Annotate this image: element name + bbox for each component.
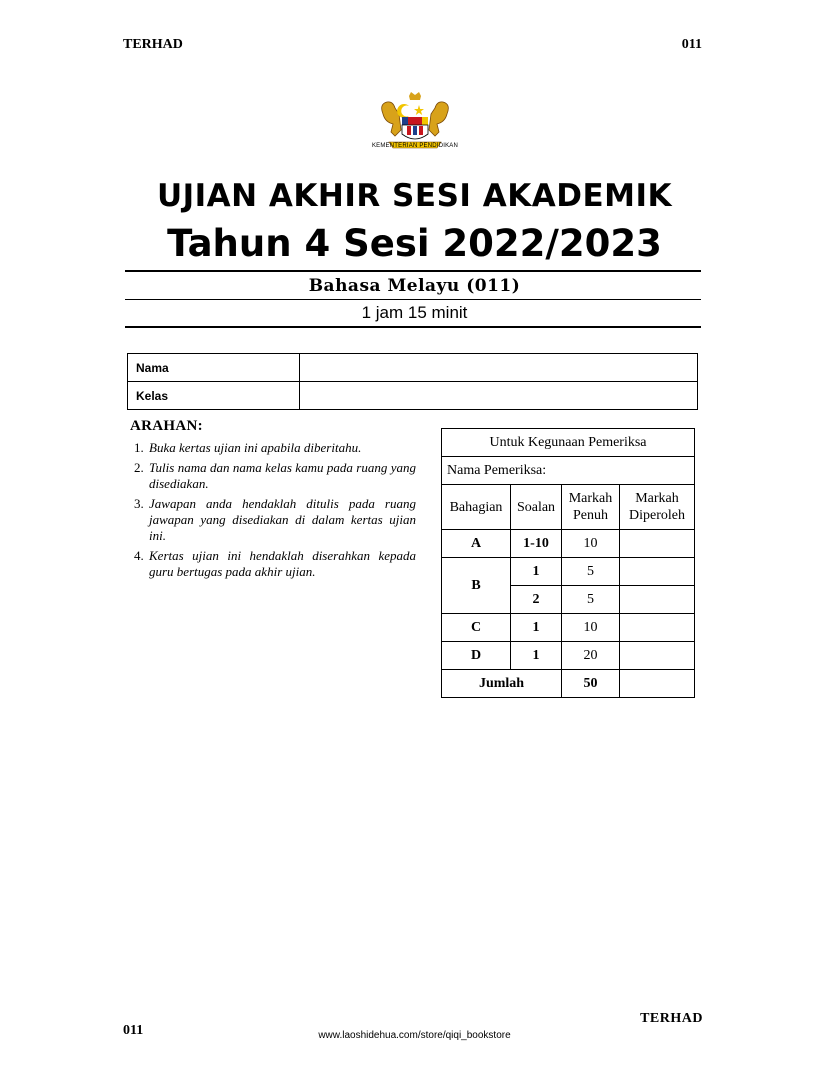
instruction-text: Kertas ujian ini hendaklah diserahkan kepada guru bertugas pada akhir ujian. bbox=[149, 548, 416, 579]
instruction-item bbox=[130, 440, 416, 456]
crest-label: KEMENTERIAN PENDIDIKAN bbox=[371, 143, 459, 149]
divider-top bbox=[125, 270, 701, 272]
full-marks-cell: 5 bbox=[562, 586, 620, 614]
footer-url: www.laoshidehua.com/store/qiqi_bookstore bbox=[318, 1030, 511, 1041]
instructions-heading: ARAHAN: bbox=[130, 418, 203, 434]
col-header-section: Bahagian bbox=[442, 485, 511, 530]
table-row bbox=[442, 614, 695, 642]
col-header-question: Soalan bbox=[511, 485, 562, 530]
class-label: Kelas bbox=[128, 382, 300, 410]
instruction-text: Buka kertas ujian ini apabila diberitahu. bbox=[149, 440, 362, 455]
obtained-marks-cell[interactable] bbox=[620, 642, 695, 670]
question-cell: 1 bbox=[511, 614, 562, 642]
instruction-number: 1. bbox=[134, 440, 144, 455]
subject-title: Bahasa Melayu (011) bbox=[308, 276, 521, 296]
obtained-marks-cell[interactable] bbox=[620, 530, 695, 558]
section-cell: A bbox=[442, 530, 511, 558]
exam-year-session: Tahun 4 Sesi 2022/2023 bbox=[167, 222, 662, 265]
divider-middle bbox=[125, 299, 701, 300]
total-row bbox=[442, 670, 695, 698]
obtained-marks-cell[interactable] bbox=[620, 614, 695, 642]
total-label: Jumlah bbox=[442, 670, 562, 698]
question-cell: 2 bbox=[511, 586, 562, 614]
student-identity-table bbox=[127, 353, 698, 410]
total-obtained-marks[interactable] bbox=[620, 670, 695, 698]
full-marks-cell: 5 bbox=[562, 558, 620, 586]
section-cell: C bbox=[442, 614, 511, 642]
col-header-obtained-line2: Diperoleh bbox=[629, 508, 685, 523]
table-row bbox=[442, 530, 695, 558]
instruction-text: Tulis nama dan nama kelas kamu pada ruang yang disediakan. bbox=[149, 460, 416, 491]
instruction-number: 4. bbox=[134, 548, 144, 563]
instructions-list bbox=[130, 440, 416, 584]
obtained-marks-cell[interactable] bbox=[620, 586, 695, 614]
header-paper-code: 011 bbox=[681, 37, 702, 52]
question-cell: 1 bbox=[511, 558, 562, 586]
header-classification: TERHAD bbox=[123, 37, 183, 52]
class-field[interactable] bbox=[300, 382, 698, 410]
col-header-full-marks-line2: Penuh bbox=[573, 508, 608, 523]
col-header-obtained-marks bbox=[620, 485, 695, 530]
obtained-marks-cell[interactable] bbox=[620, 558, 695, 586]
exam-duration: 1 jam 15 minit bbox=[361, 303, 468, 322]
section-cell: B bbox=[442, 558, 511, 614]
exam-title: UJIAN AKHIR SESI AKADEMIK bbox=[156, 178, 673, 214]
name-label: Nama bbox=[128, 354, 300, 382]
col-header-full-marks-line1: Markah bbox=[568, 491, 613, 506]
total-full-marks: 50 bbox=[562, 670, 620, 698]
examiner-table-title: Untuk Kegunaan Pemeriksa bbox=[442, 429, 695, 457]
col-header-full-marks bbox=[562, 485, 620, 530]
instruction-text: Jawapan anda hendaklah ditulis pada ruang jawapan yang disediakan di dalam kertas ujian ini. bbox=[149, 496, 416, 543]
col-header-obtained-line1: Markah bbox=[635, 491, 679, 506]
question-cell: 1-10 bbox=[511, 530, 562, 558]
name-field[interactable] bbox=[300, 354, 698, 382]
full-marks-cell: 20 bbox=[562, 642, 620, 670]
instruction-item bbox=[130, 460, 416, 492]
examiner-name-field[interactable]: Nama Pemeriksa: bbox=[442, 457, 695, 485]
footer-paper-code: 011 bbox=[123, 1023, 144, 1038]
full-marks-cell: 10 bbox=[562, 614, 620, 642]
instruction-item bbox=[130, 496, 416, 544]
examiner-table bbox=[441, 428, 695, 698]
table-row bbox=[442, 558, 695, 586]
name-row bbox=[128, 354, 698, 382]
footer-classification: TERHAD bbox=[640, 1011, 703, 1026]
divider-bottom bbox=[125, 326, 701, 328]
full-marks-cell: 10 bbox=[562, 530, 620, 558]
class-row bbox=[128, 382, 698, 410]
instruction-number: 3. bbox=[134, 496, 144, 511]
question-cell: 1 bbox=[511, 642, 562, 670]
instruction-number: 2. bbox=[134, 460, 144, 475]
section-cell: D bbox=[442, 642, 511, 670]
table-row bbox=[442, 642, 695, 670]
instruction-item bbox=[130, 548, 416, 580]
